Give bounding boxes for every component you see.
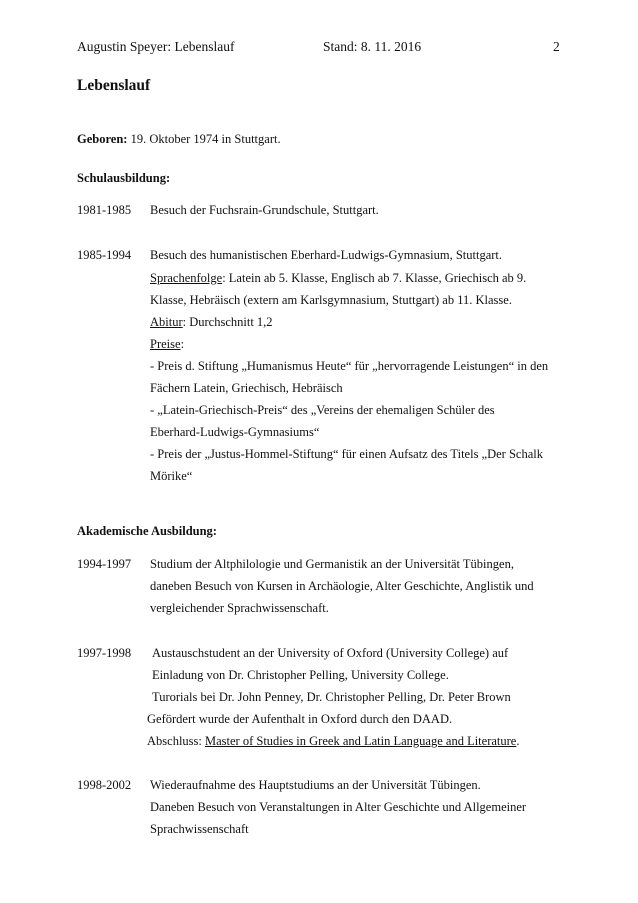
header-page-number: 2 [553,39,560,54]
languages-label: Sprachenfolge [150,271,223,285]
academic-entry2-line1: Austauschstudent an der University of Oxford (University College) auf [152,646,509,660]
academic-entry1-line3: vergleichender Sprachwissenschaft. [150,601,329,615]
prizes-label: Preise [150,337,181,351]
school-entry2-line1: Besuch des humanistischen Eberhard-Ludwigs-Gymnasium, Stuttgart. [150,248,503,262]
prize3-line1: - Preis der „Justus-Hommel-Stiftung“ für einen Aufsatz des Titels „Der Schalk [150,447,543,461]
degree-title: Master of Studies in Greek and Latin Language and Literature [205,734,517,748]
academic-entry1-years: 1994-1997 [77,557,132,571]
academic-heading: Akademische Ausbildung: [77,524,217,538]
degree-line [147,733,519,749]
academic-entry1-line1: Studium der Altphilologie und Germanistik an der Universität Tübingen, [150,557,514,571]
prize2-line2: Eberhard-Ludwigs-Gymnasiums“ [150,425,320,439]
prize1-line2: Fächern Latein, Griechisch, Hebräisch [150,381,343,395]
prize2-line1: - „Latein-Griechisch-Preis“ des „Vereins der ehemaligen Schüler des [150,403,495,417]
academic-entry2-line3: Turorials bei Dr. John Penney, Dr. Christopher Pelling, Dr. Peter Brown [152,690,511,704]
academic-entry3-line2: Daneben Besuch von Veranstaltungen in Alter Geschichte und Allgemeiner [150,800,527,814]
birth-label: Geboren: [77,132,128,146]
degree-label: Abschluss: [147,734,205,748]
academic-entry2-line2: Einladung von Dr. Christopher Pelling, University College. [152,668,449,682]
school-entry2-years: 1985-1994 [77,248,132,262]
prizes-heading [150,336,184,352]
school-heading: Schulausbildung: [77,171,171,185]
abitur-line [150,314,273,330]
academic-entry2-years: 1997-1998 [77,646,132,660]
prizes-colon: : [180,337,185,351]
header-date: Stand: 8. 11. 2016 [323,39,422,54]
page-title: Lebenslauf [77,77,151,94]
prize1-line1: - Preis d. Stiftung „Humanismus Heute“ für „hervorragende Leistungen“ in den [150,359,549,373]
school-entry1-years: 1981-1985 [77,203,132,217]
languages-line1 [150,270,526,286]
abitur-text: : Durchschnitt 1,2 [182,315,273,329]
birth-line [77,131,281,147]
languages-text1: : Latein ab 5. Klasse, Englisch ab 7. Klasse, Griechisch ab 9. [222,271,527,285]
academic-entry1-line2: daneben Besuch von Kursen in Archäologie, Alter Geschichte, Anglistik und [150,579,534,593]
degree-end: . [516,734,520,748]
prize3-line2: Mörike“ [150,469,193,483]
header-author: Augustin Speyer: Lebenslauf [77,39,235,54]
academic-entry2-line4: Gefördert wurde der Aufenthalt in Oxford durch den DAAD. [147,712,453,726]
academic-entry3-line1: Wiederaufnahme des Hauptstudiums an der Universität Tübingen. [150,778,481,792]
academic-entry3-years: 1998-2002 [77,778,132,792]
languages-line2: Klasse, Hebräisch (extern am Karlsgymnasium, Stuttgart) ab 11. Klasse. [150,293,512,307]
abitur-label: Abitur [150,315,183,329]
birth-text: 19. Oktober 1974 in Stuttgart. [127,132,281,146]
school-entry1-text: Besuch der Fuchsrain-Grundschule, Stuttgart. [150,203,379,217]
academic-entry3-line3: Sprachwissenschaft [150,822,249,836]
